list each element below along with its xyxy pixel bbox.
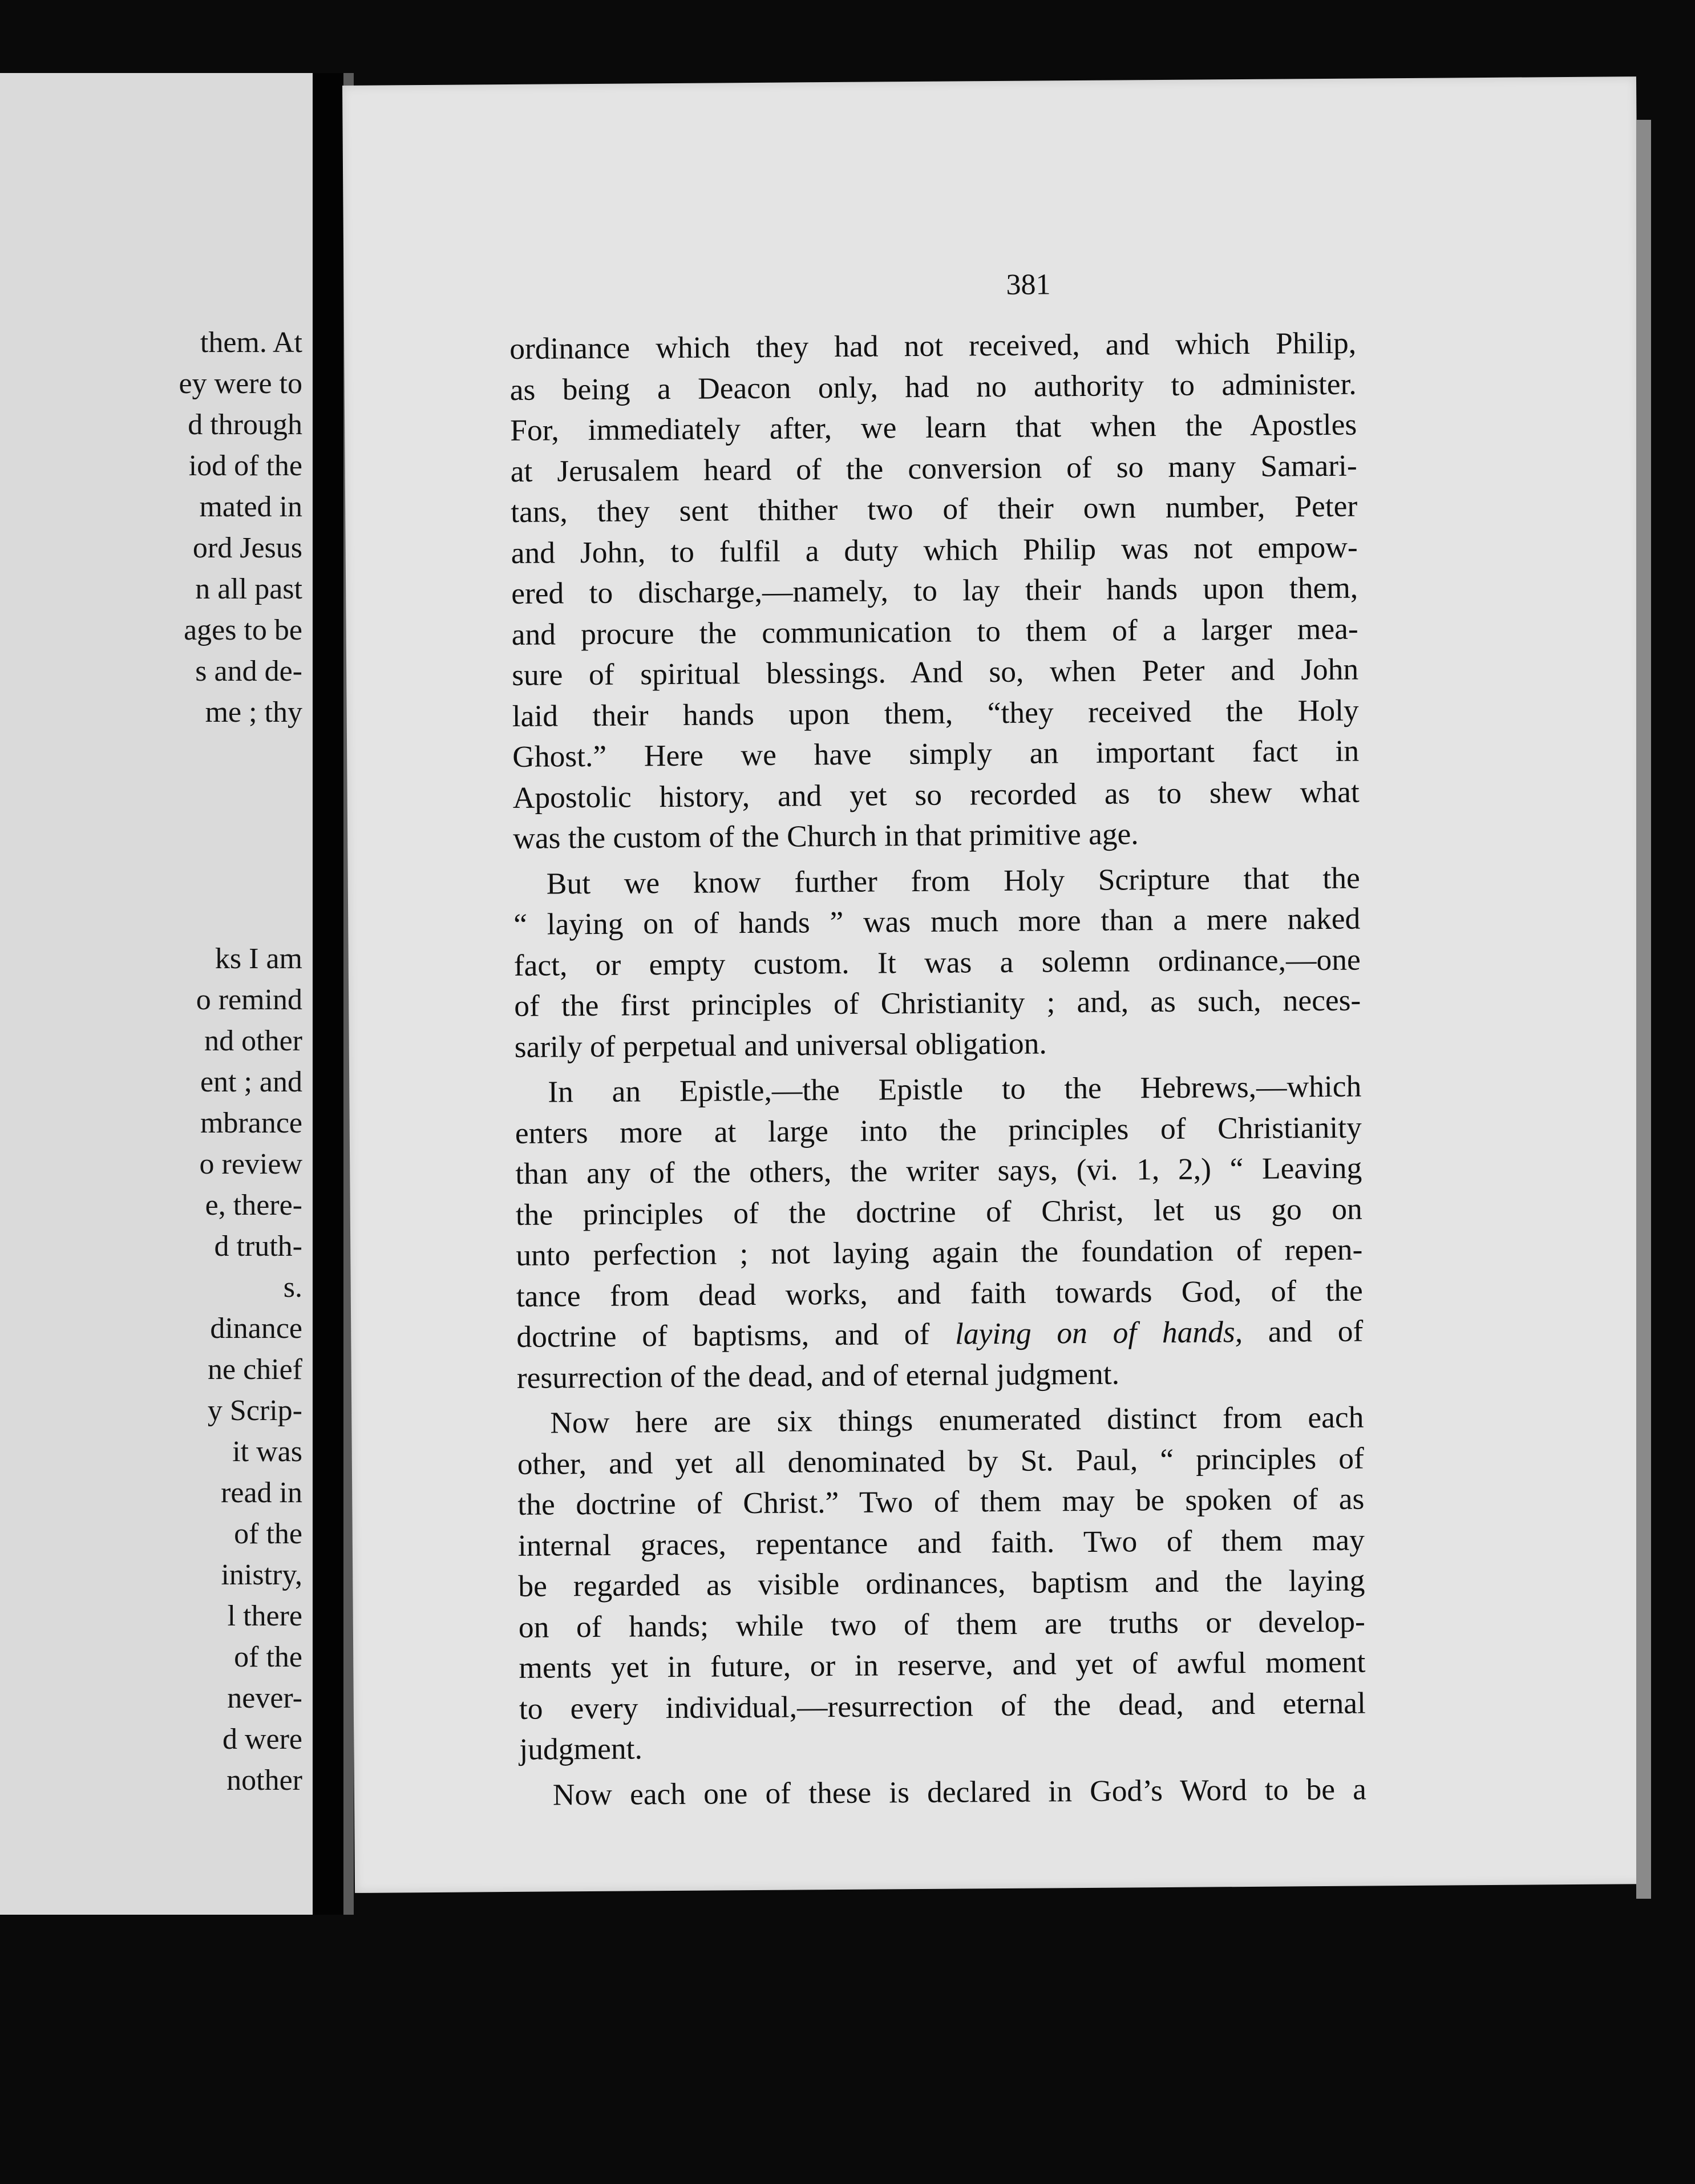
left-page [0,73,313,1915]
text-segment: and of [1268,1313,1364,1349]
left-page-line: me ; thy [205,696,302,729]
left-page-line: nd other [204,1025,302,1057]
text-line: Ghost.” Here we have simply an important fact in [512,733,1360,774]
left-page-line: ord Jesus [192,532,302,564]
left-page-line: ne chief [207,1353,302,1386]
text-line: than any of the others, the writer says, (vi. 1, 2,) “ Leaving [515,1150,1362,1191]
text-line: tans, they sent thither two of their own number, Peter [511,488,1358,529]
left-page-line: o remind [196,984,302,1016]
left-page-line: n all past [195,573,302,605]
left-page-line: mated in [199,491,302,523]
page-number: 381 [1006,268,1051,301]
text-line: enters more at large into the principles of Christianity [515,1110,1362,1150]
text-line: other, and yet all denominated by St. Paul, “ principles of [517,1441,1365,1481]
text-line: laid their hands upon them, “they received the Holy [512,693,1359,733]
left-page-line: ent ; and [200,1066,302,1098]
text-line: ered to discharge,—namely, to lay their hands upon them, [511,570,1358,610]
text-line: ments yet in future, or in reserve, and yet of awful moment [519,1644,1366,1685]
left-page-line: d through [188,409,302,441]
left-page-line: of the [234,1641,302,1673]
left-page-line: nother [226,1764,302,1797]
left-page-line [179,856,302,897]
text-line: was the custom of the Church in that primitive age. [513,816,1139,855]
left-page-line: never- [227,1682,302,1714]
text-line: and procure the communication to them of a larger mea- [511,611,1358,652]
left-page-line: iod of the [188,450,302,482]
text-line: the doctrine of Christ.” Two of them may be spoken of as [517,1481,1365,1522]
text-line: to every individual,—resurrection of the dead, and eternal [519,1685,1366,1726]
text-line: on of hands; while two of them are truths or develop- [518,1604,1366,1644]
text-line: internal graces, repentance and faith. Two of them may [517,1522,1365,1563]
text-line: sure of spiritual blessings. And so, when Peter and John [512,652,1359,692]
text-line: fact, or empty custom. It was a solemn ordinance,—one [513,942,1361,982]
left-page-text [179,322,302,1801]
text-line: Now here are six things enumerated distinct from each [550,1400,1364,1440]
text-line: For, immediately after, we learn that when the Apostles [510,407,1357,447]
page-edge [1636,120,1651,1899]
text-line: of the first principles of Christianity ; and, as such, neces- [514,982,1361,1023]
left-page-line: o review [199,1148,302,1180]
left-page-line [179,774,302,815]
text-line: Now each one of these is declared in God’s Word to be a [552,1772,1367,1811]
right-page [342,76,1649,1893]
left-page-line: y Scrip- [207,1394,302,1427]
left-page-line: s and de- [195,655,302,687]
text-line: resurrection of the dead, and of eternal judgment. [516,1356,1120,1395]
left-page-line [179,897,302,939]
text-line: be regarded as visible ordinances, baptism and the laying [518,1563,1365,1603]
left-page-line: read in [221,1477,302,1509]
text-line: unto perfection ; not laying again the foundation of repen- [516,1232,1363,1272]
left-page-line [179,733,302,774]
left-page-line: mbrance [200,1107,302,1139]
left-page-line: of the [234,1518,302,1550]
left-page-line: dinance [210,1312,302,1345]
italic-phrase: laying on of hands, [954,1315,1243,1351]
text-line: Apostolic history, and yet so recorded as to shew what [512,774,1360,815]
text-line: as being a Deacon only, had no authority to administer. [509,366,1357,407]
left-page-line: e, there- [205,1189,302,1222]
text-line: the principles of the doctrine of Christ, let us go on [515,1191,1362,1232]
left-page-line: inistry, [221,1559,302,1591]
text-line: tance from dead works, and faith towards God, of the [516,1273,1363,1313]
text-line: ordinance which they had not received, and which Philip, [509,325,1357,366]
text-line: In an Epistle,—the Epistle to the Hebrews,—which [548,1069,1362,1109]
left-page-line: it was [232,1435,302,1468]
text-line: and John, to fulfil a duty which Philip was not empow- [511,529,1358,570]
text-line: But we know further from Holy Scripture that the [546,860,1360,901]
text-line: at Jerusalem heard of the conversion of so many Samari- [510,448,1357,488]
text-segment: doctrine of baptisms, and of [516,1316,930,1354]
left-page-line: them. At [200,326,302,359]
left-page-line [179,815,302,856]
left-page-line: d truth- [214,1230,302,1263]
left-page-line: ey were to [179,367,302,400]
text-line-mixed [516,1311,1363,1358]
book-gutter [313,73,343,1915]
left-page-line: d were [222,1723,302,1756]
left-page-line: ages to be [184,614,302,646]
text-line: judgment. [519,1731,643,1766]
body-text [509,323,1366,1815]
left-page-line: l there [227,1600,302,1632]
text-line: “ laying on of hands ” was much more than a mere naked [513,901,1361,941]
text-line: sarily of perpetual and universal obligation. [514,1025,1047,1064]
left-page-line: s. [283,1271,302,1304]
left-page-line: ks I am [215,943,302,975]
